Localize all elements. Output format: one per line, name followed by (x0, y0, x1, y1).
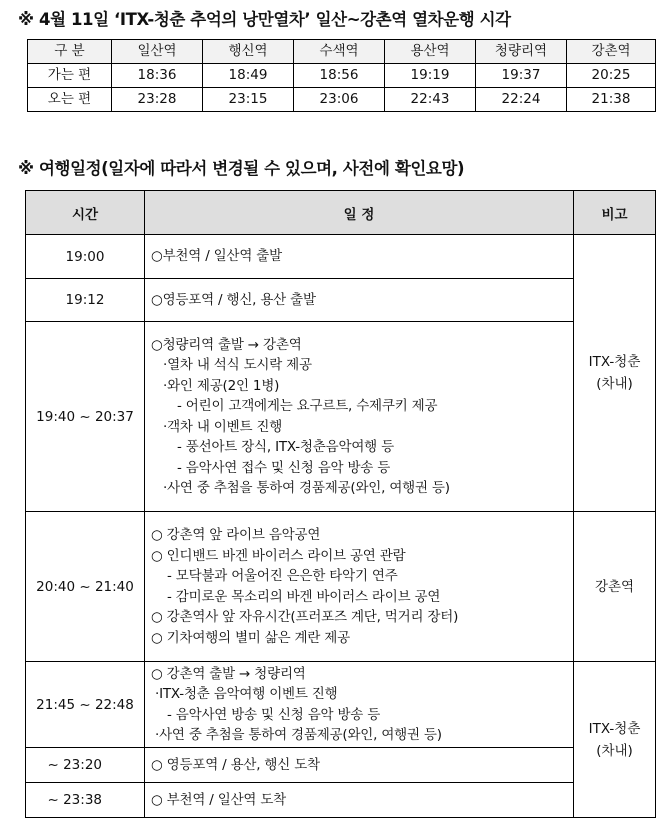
header-station-gangchon: 강촌역 (567, 40, 656, 64)
itinerary-row (26, 662, 656, 748)
time-cell: 19:19 (385, 64, 476, 88)
plan-line: - 어린이 고객에게는 요구르트, 수제쿠키 제공 (177, 398, 438, 414)
plan-line: ○ 강촌역사 앞 자유시간(프러포즈 계단, 먹거리 장터) (151, 609, 459, 625)
plan-line: ·열차 내 석식 도시락 제공 (163, 357, 312, 373)
plan-line: ·와인 제공(2인 1병) (163, 377, 280, 394)
plan-line: ○ 강촌역 출발 → 청량리역 (151, 665, 306, 682)
itinerary-note (574, 662, 656, 818)
time-cell: 23:28 (112, 88, 203, 112)
plan-line: ○영등포역 / 행신, 용산 출발 (151, 291, 316, 308)
itinerary-time: 19:00 (26, 235, 145, 279)
plan-line: ·사연 중 추첨을 통하여 경품제공(와인, 여행권 등) (163, 480, 450, 496)
plan-line: - 모닥불과 어울어진 은은한 타악기 연주 (167, 568, 398, 584)
time-cell: 23:06 (294, 88, 385, 112)
itinerary-time: 19:40 ~ 20:37 (26, 322, 145, 512)
plan-line: - 풍선아트 장식, ITX-청춘음악여행 등 (177, 439, 394, 455)
itinerary-time: 20:40 ~ 21:40 (26, 512, 145, 662)
itinerary-plan (145, 783, 574, 818)
header-station-susaek: 수색역 (294, 40, 385, 64)
itinerary-plan (145, 235, 574, 279)
itinerary-row (26, 322, 656, 512)
header-station-yongsan: 용산역 (385, 40, 476, 64)
itinerary-plan (145, 279, 574, 322)
time-cell: 22:24 (476, 88, 567, 112)
header-note: 비고 (574, 191, 656, 235)
row-label: 오는 편 (28, 88, 112, 112)
plan-line: ·사연 중 추첨을 통하여 경품제공(와인, 여행권 등) (155, 727, 442, 743)
header-station-cheongnyangni: 청량리역 (476, 40, 567, 64)
schedule-row-outbound (28, 64, 656, 88)
time-cell: 23:15 (203, 88, 294, 112)
itinerary-row (26, 512, 656, 662)
row-label: 가는 편 (28, 64, 112, 88)
train-schedule-heading: ※ 4월 11일 ‘ITX-청춘 추억의 낭만열차’ 일산~강촌역 열차운행 시각 (18, 10, 511, 29)
time-cell: 22:43 (385, 88, 476, 112)
itinerary-plan (145, 748, 574, 783)
itinerary-time: ~ 23:20 (26, 748, 145, 783)
itinerary-heading: ※ 여행일정(일자에 따라서 변경될 수 있으며, 사전에 확인요망) (18, 159, 465, 178)
plan-line: ○ 영등포역 / 용산, 행신 도착 (151, 756, 320, 773)
plan-line: - 음악사연 방송 및 신청 음악 방송 등 (167, 706, 381, 723)
itinerary-plan (145, 512, 574, 662)
note-line: (차내) (596, 742, 633, 759)
itinerary-row (26, 235, 656, 279)
itinerary-table (25, 190, 656, 818)
note-line: (차내) (596, 376, 633, 392)
plan-line: ○ 기차여행의 별미 삶은 계란 제공 (151, 629, 350, 646)
time-cell: 20:25 (567, 64, 656, 88)
itinerary-row (26, 748, 656, 783)
itinerary-row (26, 783, 656, 818)
time-cell: 18:56 (294, 64, 385, 88)
note-line: ITX-청춘 (588, 720, 641, 737)
header-category: 구 분 (28, 40, 112, 64)
train-schedule-table (27, 39, 656, 112)
itinerary-row (26, 279, 656, 322)
plan-line: - 감미로운 목소리의 바겐 바이러스 라이브 공연 (167, 588, 441, 605)
header-station-haengsin: 행신역 (203, 40, 294, 64)
itinerary-time: 19:12 (26, 279, 145, 322)
time-cell: 18:36 (112, 64, 203, 88)
itinerary-note (574, 235, 656, 512)
itinerary-note: 강촌역 (574, 512, 656, 662)
plan-line: ○청량리역 출발 → 강촌역 (151, 336, 302, 353)
plan-line: ·ITX-청춘 음악여행 이벤트 진행 (155, 686, 338, 702)
header-time: 시간 (26, 191, 145, 235)
header-station-ilsan: 일산역 (112, 40, 203, 64)
plan-line: - 음악사연 접수 및 신청 음악 방송 등 (177, 459, 391, 476)
note-line: ITX-청춘 (588, 354, 641, 370)
schedule-row-return (28, 88, 656, 112)
time-cell: 18:49 (203, 64, 294, 88)
time-cell: 21:38 (567, 88, 656, 112)
itinerary-time: 21:45 ~ 22:48 (26, 662, 145, 748)
plan-line: ○ 인디밴드 바겐 바이러스 라이브 공연 관람 (151, 547, 406, 564)
schedule-header-row (28, 40, 656, 64)
plan-line: ○부천역 / 일산역 출발 (151, 248, 282, 265)
itinerary-header-row (26, 191, 656, 235)
itinerary-time: ~ 23:38 (26, 783, 145, 818)
header-plan: 일 정 (145, 191, 574, 235)
itinerary-plan (145, 662, 574, 748)
plan-line: ○ 부천역 / 일산역 도착 (151, 791, 287, 808)
time-cell: 19:37 (476, 64, 567, 88)
plan-line: ·객차 내 이벤트 진행 (163, 418, 283, 435)
plan-line: ○ 강촌역 앞 라이브 음악공연 (151, 527, 321, 543)
itinerary-plan (145, 322, 574, 512)
